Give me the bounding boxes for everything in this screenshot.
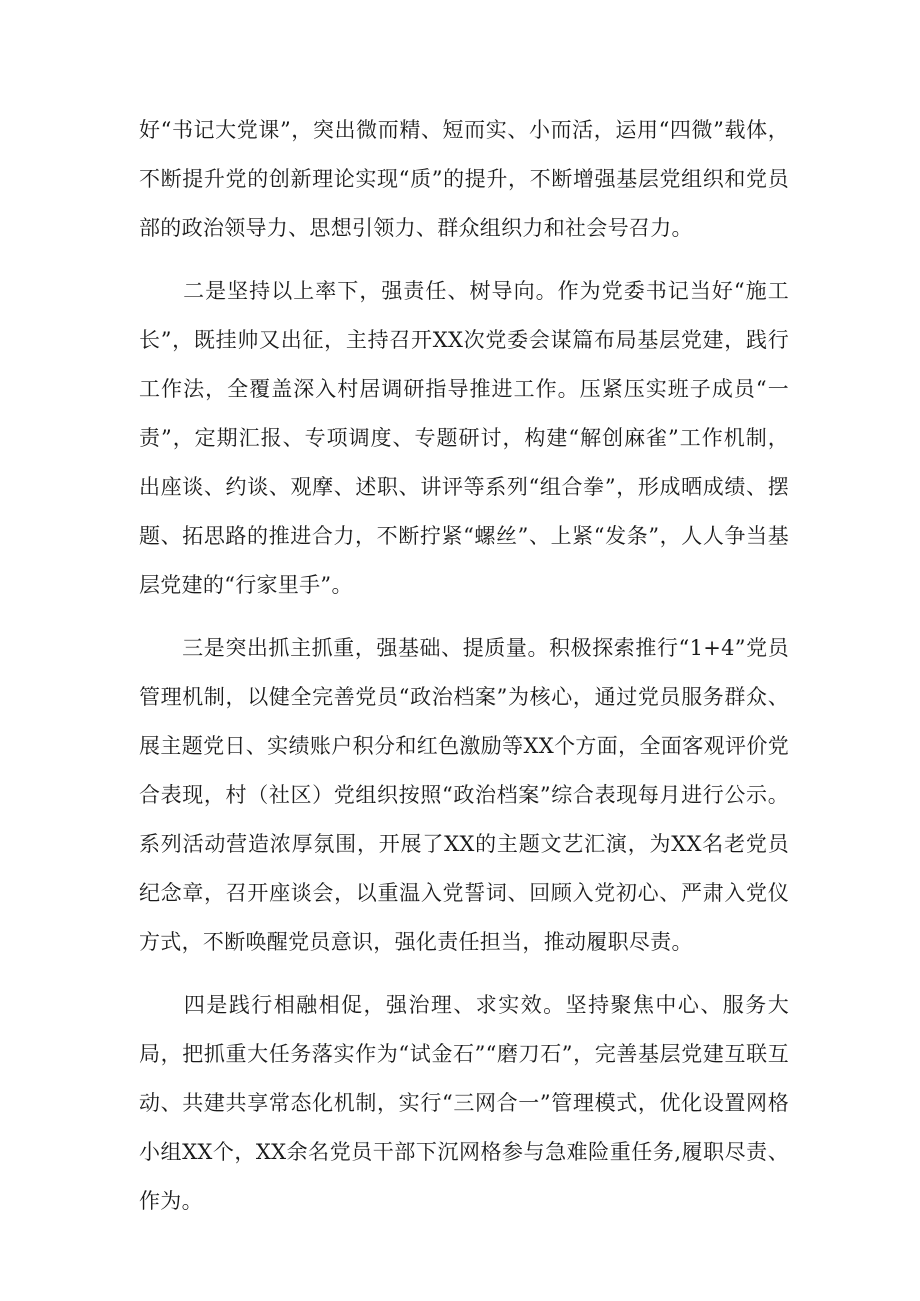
text-line: 合表现，村（社区）党组织按照“政治档案”综合表现每月进行公示。: [139, 783, 789, 807]
text-line: 作为。: [139, 1189, 203, 1213]
paragraph-gap: [139, 610, 789, 624]
paragraph-2: [139, 267, 789, 610]
text-line: 部的政治领导力、思想引领力、群众组织力和社会号召力。: [139, 216, 693, 240]
paragraph-4: [139, 981, 789, 1226]
text-line: 三是突出抓主抓重，强基础、提质量。积极探索推行“1+4”党员: [182, 636, 789, 660]
document-body: [139, 106, 789, 1226]
text-line: 二是坚持以上率下，强责任、树导向。作为党委书记当好“施工: [183, 279, 789, 303]
text-line: 系列活动营造浓厚氛围，开展了XX的主题文艺汇演，为XX名老党员: [139, 832, 789, 856]
paragraph-3: [139, 624, 789, 967]
text-line: 工作法，全覆盖深入村居调研指导推进工作。压紧压实班子成员“一: [139, 377, 789, 401]
text-line: 小组XX个，XX余名党员干部下沉网格参与急难险重任务,履职尽责、: [139, 1140, 789, 1164]
paragraph-1: [139, 106, 789, 253]
text-line: 责”，定期汇报、专项调度、专题研讨，构建“解创麻雀”工作机制，: [139, 426, 789, 450]
paragraph-gap: [139, 253, 789, 267]
text-line: 不断提升党的创新理论实现“质”的提升，不断增强基层党组织和党员: [139, 167, 789, 191]
text-line: 题、拓思路的推进合力，不断拧紧“螺丝”、上紧“发条”，人人争当基: [139, 524, 789, 548]
text-line: 长”，既挂帅又出征，主持召开XX次党委会谋篇布局基层党建，践行: [139, 328, 789, 352]
text-line: 纪念章，召开座谈会，以重温入党誓词、回顾入党初心、严肃入党仪: [139, 881, 789, 905]
text-line: 局，把抓重大任务落实作为“试金石”“磨刀石”，完善基层党建互联互: [139, 1042, 789, 1066]
text-line: 方式，不断唤醒党员意识，强化责任担当，推动履职尽责。: [139, 930, 693, 954]
text-line: 四是践行相融相促，强治理、求实效。坚持聚焦中心、服务大: [139, 993, 789, 1017]
text-line: 好“书记大党课”，突出微而精、短而实、小而活，运用“四微”载体，: [139, 118, 789, 142]
text-line: 管理机制，以健全完善党员“政治档案”为核心，通过党员服务群众、: [139, 685, 789, 709]
text-line: 层党建的“行家里手”。: [139, 573, 353, 597]
text-line: 展主题党日、实绩账户积分和红色激励等XX个方面，全面客观评价党: [139, 734, 789, 758]
text-line: 动、共建共享常态化机制，实行“三网合一”管理模式，优化设置网格: [139, 1091, 789, 1115]
text-line: 出座谈、约谈、观摩、述职、讲评等系列“组合拳”，形成晒成绩、摆: [139, 475, 789, 499]
paragraph-gap: [139, 967, 789, 981]
